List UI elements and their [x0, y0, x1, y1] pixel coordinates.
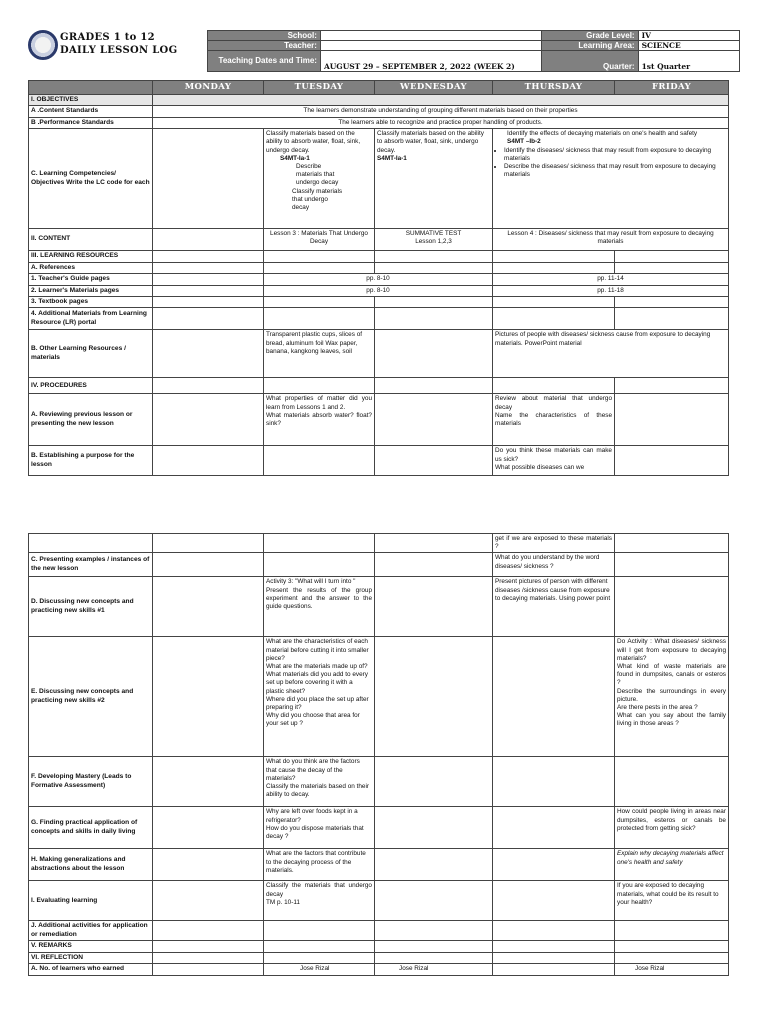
resources-row [29, 251, 729, 262]
content-standards-row [29, 106, 729, 117]
signature-name: Jose Rizal [399, 965, 429, 973]
evaluating-friday: If you are exposed to decaying materials, what could be its result to your health? [615, 881, 729, 921]
day-tuesday: TUESDAY [264, 81, 375, 95]
comp-tue-code: S4MT-Ia-1 [280, 154, 310, 162]
textbook-label: 3. Textbook pages [29, 296, 153, 307]
signature-name: Jose Rizal [300, 965, 330, 973]
evaluating-tue-ref: TM p. 10-11 [266, 898, 300, 906]
discussing2-fri-q: Describe the surroundings in every picture. [617, 687, 726, 703]
comp-wed-text: Classify materials based on the ability to absorb water, float, sink, undergo decay. [377, 130, 484, 154]
content-label: II. CONTENT [29, 229, 153, 251]
purpose-cont-row [29, 534, 729, 553]
purpose-thu-q2: What possible diseases can we [495, 463, 585, 471]
additional-materials-label: 4. Additional Materials from Learning Resource (LR) portal [29, 308, 153, 330]
mastery-row [29, 757, 729, 807]
day-monday: MONDAY [153, 81, 264, 95]
summative-lessons: Lesson 1,2,3 [415, 238, 452, 246]
mastery-tue-q1: What do you think are the factors that cause the decay of the materials? [266, 758, 360, 782]
procedures-label: IV. PROCEDURES [29, 378, 153, 394]
school-label: School: [208, 31, 321, 41]
activity-3-title: Activity 3: "What will I turn into " [266, 578, 356, 586]
reviewing-thu-q2: Name the characteristics of these materials [495, 411, 612, 427]
discussing2-tue-q: Where did you place the set up after preparing it? [266, 695, 369, 711]
discussing2-fri-q: What kind of waste materials are found in dumpsites, canals or esteros ? [617, 662, 726, 687]
lm-pages-tue-wed: pp. 8-10 [264, 285, 493, 296]
discussing1-label: D. Discussing new concepts and practicing new skills #1 [29, 577, 153, 637]
reflection-row [29, 952, 729, 963]
grade-label: Grade Level: [542, 31, 639, 41]
application-tue-q1: Why are left over foods kept in a refrigerator? [266, 808, 358, 824]
header [28, 30, 740, 74]
reviewing-thursday [493, 394, 615, 446]
discussing2-fri-q: Are there pests in the area ? [617, 703, 698, 711]
comp-thu-bullet: • Describe the diseases/ sickness that may result from exposure to decaying materials [504, 163, 726, 179]
application-tuesday [264, 807, 375, 849]
reviewing-tue-q2: What materials absorb water? float? sink? [266, 411, 372, 427]
procedures-row [29, 378, 729, 394]
page-1 [0, 0, 768, 475]
signature-friday [615, 964, 729, 975]
references-label: A. References [29, 262, 153, 273]
tg-pages-thu-fri: pp. 11-14 [493, 274, 729, 285]
signature-wednesday [375, 964, 493, 975]
tg-pages-row [29, 274, 729, 285]
other-resources-label: B. Other Learning Resources / materials [29, 330, 153, 378]
other-resources-thursday: Pictures of people with diseases/ sickness cause from exposure to decaying materials. PowerPoint material [493, 330, 729, 378]
purpose-thursday-cont: get if we are exposed to these materials ? [493, 534, 615, 553]
textbook-row [29, 296, 729, 307]
lesson-log-table-1 [28, 80, 729, 476]
comp-tuesday [264, 129, 375, 229]
remarks-row [29, 941, 729, 952]
comp-thu-bullet: • Identify the diseases/ sickness that may result from exposure to decaying materials [504, 147, 726, 163]
reflection-label: VI. REFLECTION [29, 952, 153, 963]
tg-pages-tue-wed: pp. 8-10 [264, 274, 493, 285]
signature-name: Jose Rizal [635, 965, 665, 973]
content-standards-label: A .Content Standards [29, 106, 153, 117]
objectives-row [29, 94, 729, 105]
comp-monday [153, 129, 264, 229]
content-monday [153, 229, 264, 251]
competencies-label: C. Learning Competencies/ Objectives Write the LC code for each [29, 129, 153, 229]
content-wednesday [375, 229, 493, 251]
objectives-label: I. OBJECTIVES [29, 94, 153, 105]
activity-3-instructions: Present the results of the group experiment and the answer to the guide questions. [266, 586, 372, 610]
learners-earned-label: A. No. of learners who earned [29, 964, 153, 975]
school-value [320, 31, 541, 41]
discussing1-tuesday [264, 577, 375, 637]
comp-thu-text: Identify the effects of decaying materials on one's health and safety [507, 130, 698, 138]
comp-thu-code: S4MT –Ib-2 [507, 138, 541, 146]
evaluating-row [29, 881, 729, 921]
reviewing-row [29, 394, 729, 446]
references-row [29, 262, 729, 273]
reviewing-tuesday [264, 394, 375, 446]
day-thursday: THURSDAY [493, 81, 615, 95]
purpose-label: B. Establishing a purpose for the lesson [29, 446, 153, 476]
additional-materials-row [29, 308, 729, 330]
grade-value: IV [638, 31, 739, 41]
day-friday: FRIDAY [615, 81, 729, 95]
area-label: Learning Area: [542, 41, 639, 51]
comp-tue-text: Classify materials based on the ability to absorb water, float, sink, undergo decay. [266, 130, 361, 154]
signature-tuesday [264, 964, 375, 975]
reviewing-thu-q1: Review about material that undergo decay [495, 395, 612, 411]
additional-activities-row [29, 921, 729, 941]
discussing2-tuesday [264, 637, 375, 757]
content-row [29, 229, 729, 251]
discussing2-tue-q: What are the materials made up of? [266, 662, 368, 670]
presenting-row [29, 553, 729, 577]
discussing2-tue-q: What materials did you add to every set up before covering it with a plastic sheet? [266, 671, 368, 695]
application-friday: How could people living in areas near dumpsites, esteros or canals be protected from getting sick? [615, 807, 729, 849]
evaluating-tuesday [264, 881, 375, 921]
quarter-value: 1st Quarter [638, 51, 739, 72]
teacher-label: Teacher: [208, 41, 321, 51]
deped-seal-logo [28, 30, 58, 60]
page-2 [0, 533, 768, 973]
content-thursday: Lesson 4 : Diseases/ sickness that may result from exposure to decaying materials [493, 229, 729, 251]
resources-label: III. LEARNING RESOURCES [29, 251, 153, 262]
learners-earned-row [29, 964, 729, 975]
comp-thu-list [495, 147, 726, 180]
comp-thursday [493, 129, 729, 229]
objectives-cell [153, 94, 729, 105]
evaluating-tue-task: Classify the materials that undergo decay [266, 882, 372, 898]
competencies-row [29, 129, 729, 229]
reviewing-label: A. Reviewing previous lesson or presenting the new lesson [29, 394, 153, 446]
presenting-label: C. Presenting examples / instances of the new lesson [29, 553, 153, 577]
generalization-row [29, 849, 729, 881]
teacher-value [320, 41, 541, 51]
area-value: SCIENCE [638, 41, 739, 51]
reviewing-tue-q1: What properties of matter did you learn from Lessons 1 and 2. [266, 395, 372, 411]
lm-pages-row [29, 285, 729, 296]
dates-label: Teaching Dates and Time: [208, 51, 321, 72]
other-resources-row [29, 330, 729, 378]
mastery-label: F. Developing Mastery (Leads to Formative Assessment) [29, 757, 153, 807]
additional-activities-label: J. Additional activities for application or remediation [29, 921, 153, 941]
discussing2-label: E. Discussing new concepts and practicing new skills #2 [29, 637, 153, 757]
discussing2-fri-q: Do Activity : What diseases/ sickness will I get from exposure to decaying materials? [617, 638, 726, 662]
quarter-label: Quarter: [542, 51, 639, 72]
application-label: G. Finding practical application of concepts and skills in daily living [29, 807, 153, 849]
brand-subtitle: DAILY LESSON LOG [60, 45, 178, 56]
application-row [29, 807, 729, 849]
day-wednesday: WEDNESDAY [375, 81, 493, 95]
content-standards-text: The learners demonstrate understanding of grouping different materials based on their properties [153, 106, 729, 117]
comp-tue-describe: Describe materials that undergo decay [296, 162, 339, 187]
discussing1-thursday: Present pictures of person with different diseases /sickness cause from exposure to decaying materials. Using power point [493, 577, 615, 637]
performance-standards-row [29, 117, 729, 128]
dates-value: AUGUST 29 – SEPTEMBER 2, 2022 (WEEK 2) [320, 51, 541, 72]
discussing2-tue-q: Why did you choose that area for your set up ? [266, 712, 360, 728]
day-header-row [29, 81, 729, 95]
performance-standards-text: The learners able to recognize and practice proper handling of products. [153, 117, 729, 128]
discussing1-row [29, 577, 729, 637]
day-header-blank [29, 81, 153, 95]
content-tuesday: Lesson 3 : Materials That Undergo Decay [264, 229, 375, 251]
generalization-tuesday: What are the factors that contribute to the decaying process of the materials. [264, 849, 375, 881]
comp-tue-classify: Classify materials that undergo decay [292, 187, 343, 211]
purpose-thu-q1: Do you think these materials can make us sick? [495, 447, 612, 463]
evaluating-label: I. Evaluating learning [29, 881, 153, 921]
lm-pages-thu-fri: pp. 11-18 [493, 285, 729, 296]
presenting-thursday: What do you understand by the word diseases/ sickness ? [493, 553, 615, 577]
purpose-row [29, 446, 729, 476]
brand-title: GRADES 1 to 12 [60, 32, 155, 43]
discussing2-friday [615, 637, 729, 757]
tg-pages-label: 1. Teacher's Guide pages [29, 274, 153, 285]
discussing2-row [29, 637, 729, 757]
comp-wed-code: S4MT-Ia-1 [377, 154, 407, 162]
other-resources-tuesday: Transparent plastic cups, slices of bread, aluminum foil Wax paper, banana, kangkong leaves, soil [264, 330, 375, 378]
summative-test: SUMMATIVE TEST [405, 230, 462, 238]
comp-wednesday [375, 129, 493, 229]
remarks-label: V. REMARKS [29, 941, 153, 952]
mastery-tuesday [264, 757, 375, 807]
performance-standards-label: B .Performance Standards [29, 117, 153, 128]
application-tue-q2: How do you dispose materials that decay ? [266, 824, 364, 840]
header-info-table [207, 30, 740, 72]
lm-pages-label: 2. Learner's Materials pages [29, 285, 153, 296]
mastery-tue-q2: Classify the materials based on their ability to decay. [266, 782, 370, 799]
lesson-log-table-2 [28, 533, 729, 976]
discussing2-tue-q: What are the characteristics of each material before cutting it into smaller piece? [266, 638, 369, 662]
generalization-friday: Explain why decaying materials affect one's health and safety [615, 849, 729, 881]
purpose-thursday [493, 446, 615, 476]
discussing2-fri-q: What can you say about the family living in those areas ? [617, 712, 726, 728]
generalization-label: H. Making generalizations and abstractions about the lesson [29, 849, 153, 881]
